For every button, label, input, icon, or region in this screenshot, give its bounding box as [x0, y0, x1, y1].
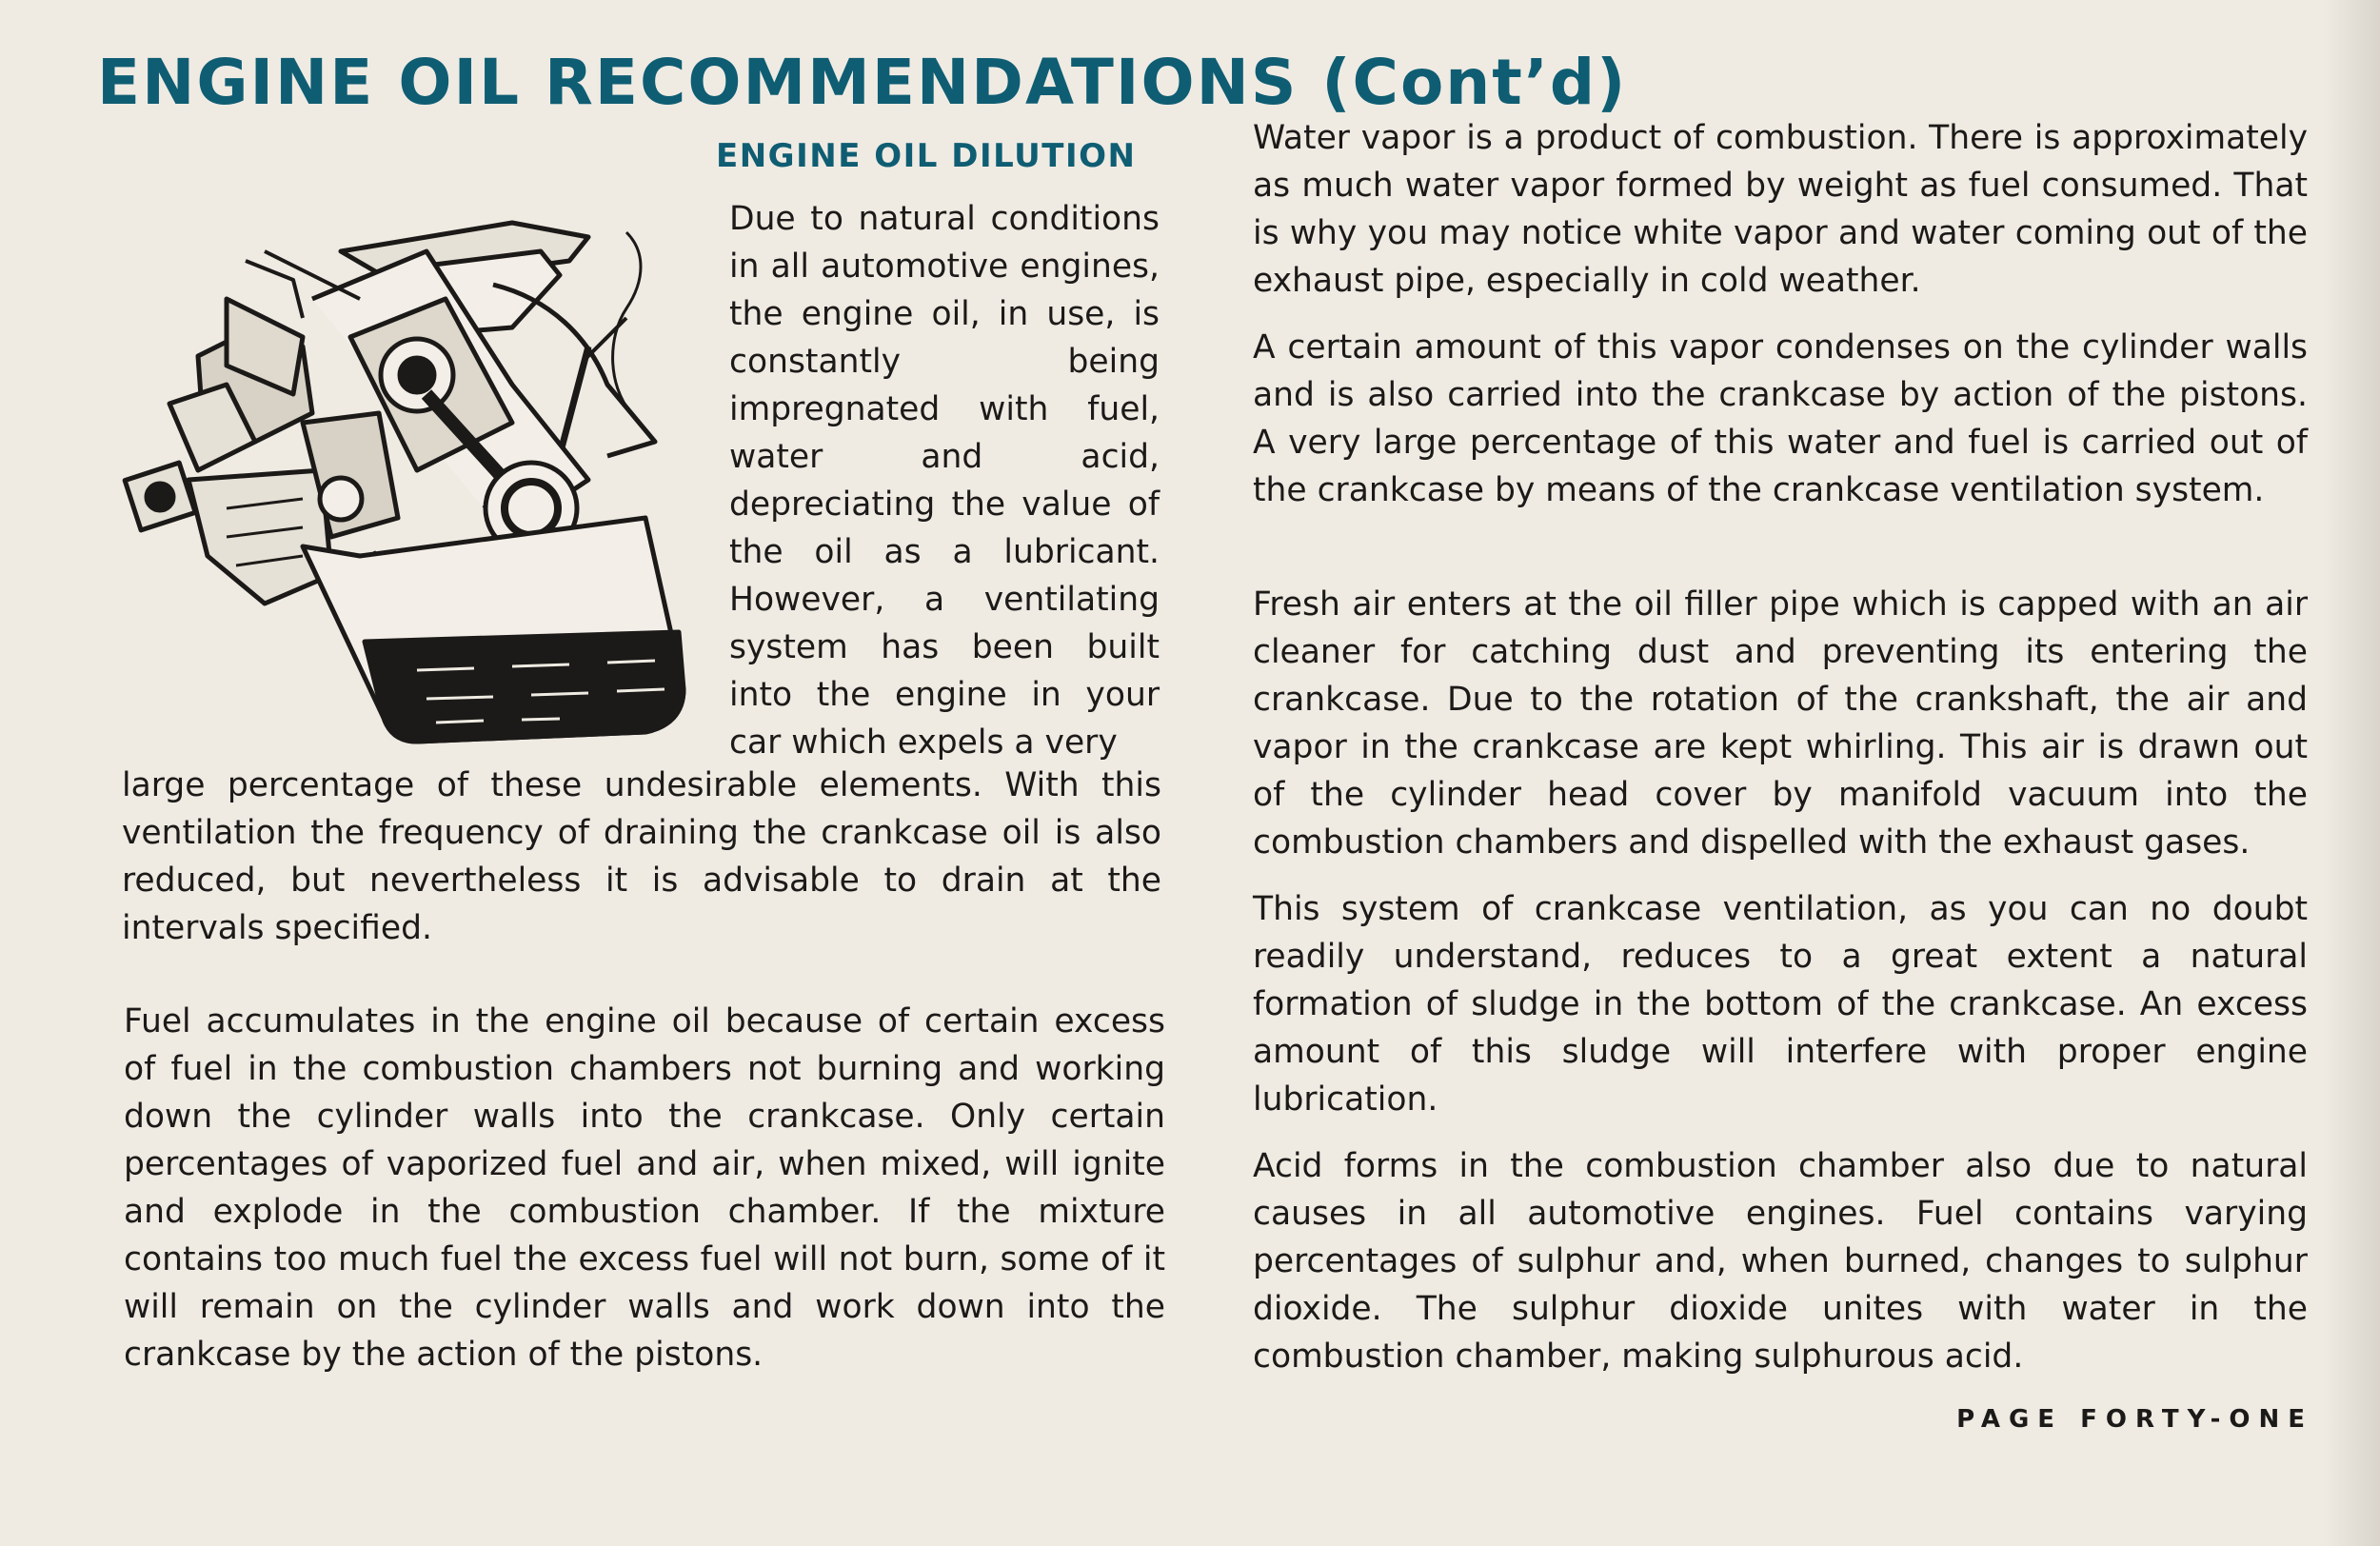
fuel-accumulation-paragraph: Fuel accumulates in the engine oil because of certain excess of fuel in the combustion chambers not burning and working down the cylinder walls into the crankcase. Only certain percentages of vaporized fuel and air, when mixed, will ignite and explode in the combustion chamber. If the mixture contains too much fuel the excess fuel will not burn, some of it will remain on the cylinder walls and work down into the crankcase by the action of the pistons.	[124, 1002, 1165, 1374]
page-number: PAGE FORTY-ONE	[1956, 1405, 2313, 1434]
dilution-paragraph-wrapped: Due to natural conditions in all automotive engines, the engine oil, in use, is constantly being impregnated with fuel, water and acid, depreciating the value of the oil as a lubricant. However, a ventilating system has been built into the engine in your car which expels a very	[729, 200, 1160, 762]
vapor-condensation-paragraph: A certain amount of this vapor condenses on the cylinder walls and is also carried into the crankcase by action of the pistons. A very large percentage of this water and fuel is carried out of the crankcase by means of the crankcase ventilation system.	[1253, 328, 2308, 509]
page-edge-shading	[2323, 0, 2380, 1546]
water-vapor-paragraph: Water vapor is a product of combustion. There is approximately as much water vapor formed by weight as fuel consumed. That is why you may notice white vapor and water coming out of the exhaust pipe, especially in cold weather.	[1253, 119, 2308, 300]
page-title: ENGINE OIL RECOMMENDATIONS (Cont’d)	[97, 46, 1628, 119]
section-heading-engine-oil-dilution: ENGINE OIL DILUTION	[716, 137, 1137, 175]
engine-cutaway-illustration	[112, 194, 722, 763]
fresh-air-paragraph: Fresh air enters at the oil filler pipe which is capped with an air cleaner for catching dust and preventing its entering the crankcase. Due to the rotation of the crankshaft, the air and vapor in the crankcase are kept whirling. This air is drawn out of the cylinder head cover by manifold vacuum into the combustion chambers and dispelled with the exhaust gases.	[1253, 585, 2308, 862]
dilution-paragraph-continued: large percentage of these undesirable elements. With this ventilation the frequency of draining the crankcase oil is also reduced, but nevertheless it is advisable to drain at the intervals specified.	[122, 766, 1161, 947]
sludge-reduction-paragraph: This system of crankcase ventilation, as you can no doubt readily understand, reduces to a great extent a natural formation of sludge in the bottom of the crankcase. An excess amount of this sludge will interfere with proper engine lubrication.	[1253, 890, 2308, 1119]
engine-cutaway-icon	[112, 194, 722, 763]
acid-formation-paragraph: Acid forms in the combustion chamber also due to natural causes in all automotive engines. Fuel contains varying percentages of sulphur and, when burned, changes to sulphur dioxide. The sulphur dioxide unites with water in the combustion chamber, making sulphurous acid.	[1253, 1147, 2308, 1376]
